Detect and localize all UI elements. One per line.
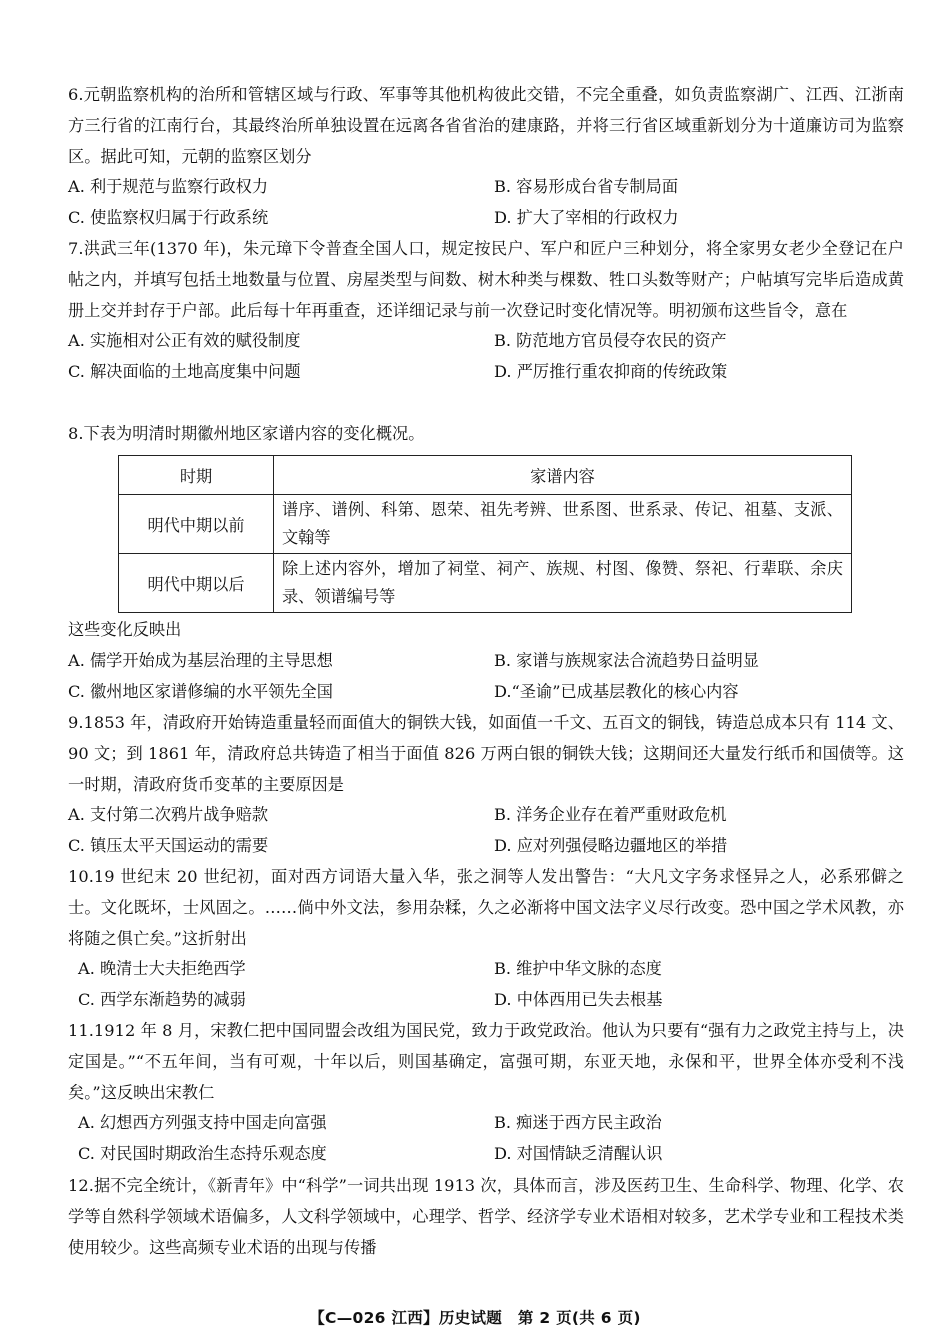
options	[68, 800, 904, 862]
question-stem: 7.洪武三年(1370 年)，朱元璋下令普查全国人口，规定按民户、军户和匠户三种划分，将全家男女老少全登记在户帖之内，并填写包括土地数量与位置、房屋类型与间数、树木种类与棵数、牲口头数等财产；户帖填写完毕后造成黄册上交并封存于户部。此后每十年再重查，还详细记录与前一次登记时变化情况等。明初颁布这些旨令，意在	[68, 239, 904, 320]
question-8-options	[68, 615, 904, 707]
option-c[interactable]: C. 使监察权归属于行政系统	[68, 208, 269, 228]
options	[68, 1108, 904, 1170]
option-a[interactable]: A. 利于规范与监察行政权力	[68, 177, 269, 197]
question-stem: 6.元朝监察机构的治所和管辖区域与行政、军事等其他机构彼此交错，不完全重叠，如负责监察湖广、江西、江浙南方三行省的江南行台，其最终治所单独设置在远离各省省治的建康路，并将三行省区域重新划分为十道廉访司为监察区。据此可知，元朝的监察区划分	[68, 85, 904, 166]
question-12	[68, 1171, 904, 1263]
table-header-row	[119, 456, 852, 495]
options	[68, 646, 904, 708]
question-stem: 9.1853 年，清政府开始铸造重量轻而面值大的铜铁大钱，如面值一千文、五百文的铜钱，铸造总成本只有 114 文、90 文；到 1861 年，清政府总共铸造了相当于面值 826 万两白银的铜铁大钱；这期间还大量发行纸币和国债等。这一时期，清政府货币变革的主要原因是	[68, 713, 904, 794]
options	[68, 326, 904, 388]
table-row	[119, 554, 852, 613]
option-c[interactable]: C. 西学东渐趋势的减弱	[78, 990, 246, 1010]
option-a[interactable]: A. 晚清士大夫拒绝西学	[78, 959, 246, 979]
option-d[interactable]: D. 中体西用已失去根基	[494, 990, 663, 1010]
option-a[interactable]: A. 实施相对公正有效的赋役制度	[68, 331, 301, 351]
genealogy-table	[118, 455, 852, 613]
option-d[interactable]: D. 严厉推行重农抑商的传统政策	[494, 362, 728, 382]
question-11	[68, 1016, 904, 1170]
option-a[interactable]: A. 儒学开始成为基层治理的主导思想	[68, 650, 333, 670]
option-c[interactable]: C. 镇压太平天国运动的需要	[68, 836, 269, 856]
question-9	[68, 708, 904, 862]
option-d[interactable]: D. 扩大了宰相的行政权力	[494, 208, 679, 228]
table-cell-period: 明代中期以后	[119, 554, 274, 613]
question-lead: 这些变化反映出	[68, 620, 182, 639]
option-b[interactable]: B. 防范地方官员侵夺农民的资产	[494, 331, 727, 351]
option-a[interactable]: A. 幻想西方列强支持中国走向富强	[78, 1113, 327, 1133]
question-stem: 12.据不完全统计，《新青年》中“科学”一词共出现 1913 次，具体而言，涉及医药卫生、生命科学、物理、化学、农学等自然科学领域术语偏多，人文科学领域中，心理学、哲学、经济学专业术语相对较多，艺术学专业和工程技术类使用较少。这些高频专业术语的出现与传播	[68, 1176, 904, 1257]
option-c[interactable]: C. 徽州地区家谱修编的水平领先全国	[68, 681, 333, 701]
table-cell-content: 谱序、谱例、科第、恩荣、祖先考辨、世系图、世系录、传记、祖墓、支派、文翰等	[274, 495, 852, 554]
table-header-content: 家谱内容	[274, 456, 852, 495]
page-footer: 【C—026 江西】历史试题 第 2 页(共 6 页)	[309, 1309, 641, 1327]
table-cell-period: 明代中期以前	[119, 495, 274, 554]
option-d[interactable]: D. 对国情缺乏清醒认识	[494, 1144, 663, 1164]
question-6	[68, 80, 904, 234]
option-b[interactable]: B. 容易形成台省专制局面	[494, 177, 679, 197]
question-stem: 11.1912 年 8 月，宋教仁把中国同盟会改组为国民党，致力于政党政治。他认为只要有“强有力之政党主持与上，决定国是。”“不五年间，当有可观，十年以后，则国基确定，富强可期，东亚天地，永保和平，世界全体亦受利不浅矣。”这反映出宋教仁	[68, 1021, 904, 1102]
table-row	[119, 495, 852, 554]
option-d[interactable]: D.“圣谕”已成基层教化的核心内容	[494, 681, 739, 701]
option-b[interactable]: B. 维护中华文脉的态度	[494, 959, 662, 979]
option-c[interactable]: C. 对民国时期政治生态持乐观态度	[78, 1144, 327, 1164]
option-a[interactable]: A. 支付第二次鸦片战争赔款	[68, 805, 269, 825]
options	[68, 172, 904, 234]
table-cell-content: 除上述内容外，增加了祠堂、祠产、族规、村图、像赞、祭祀、行辈联、余庆录、领谱编号等	[274, 554, 852, 613]
question-10	[68, 862, 904, 1016]
question-7	[68, 234, 904, 388]
option-d[interactable]: D. 应对列强侵略边疆地区的举措	[494, 836, 728, 856]
option-c[interactable]: C. 解决面临的土地高度集中问题	[68, 362, 301, 382]
option-b[interactable]: B. 痴迷于西方民主政治	[494, 1113, 662, 1133]
options	[68, 954, 904, 1016]
question-stem: 10.19 世纪末 20 世纪初，面对西方词语大量入华，张之洞等人发出警告：“大凡文字务求怪异之人，必系邪僻之士。文化既坏，士风固之。……倘中外文法，参用杂糅，久之必渐将中国文法字义尽行改变。恐中国之学术风教，亦将随之俱亡矣。”这折射出	[68, 867, 904, 948]
question-8	[68, 419, 904, 450]
question-stem: 8.下表为明清时期徽州地区家谱内容的变化概况。	[68, 424, 425, 443]
option-b[interactable]: B. 洋务企业存在着严重财政危机	[494, 805, 727, 825]
table-header-period: 时期	[119, 456, 274, 495]
option-b[interactable]: B. 家谱与族规家法合流趋势日益明显	[494, 650, 759, 670]
